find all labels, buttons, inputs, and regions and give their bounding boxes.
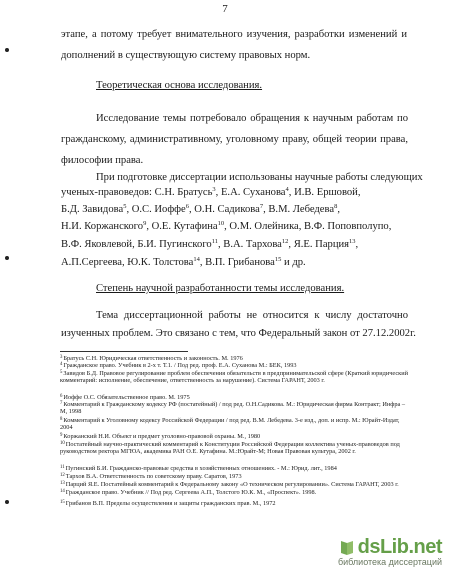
- footnote: [60, 400, 408, 416]
- footnote-text: Завидов Б.Д. Правовое регулирование проблем обеспечения обязательств в предпринимательской сфере (Краткий юридический комментарий: исполнение, обеспечение, ответственность за нарушение). Система ГАРАНТ, 2003 г.: [60, 370, 408, 385]
- footnote-text: Братусь С.Н. Юридическая ответственность и законность. М. 1976: [63, 355, 243, 362]
- paragraph-line: гражданскому, административному, уголовному праву, общей теории права,: [61, 134, 408, 145]
- paragraph-line: философии права.: [61, 155, 144, 166]
- paragraph-line: изученных проблем. Это связано с тем, что Федеральный закон от 27.12.2002г.: [61, 328, 416, 339]
- book-icon: [339, 539, 355, 557]
- scholar-text: , О.Е. Кутафина: [146, 221, 218, 232]
- footnote-ref: 4: [285, 186, 289, 193]
- scholars-line: [61, 238, 358, 251]
- footnote-ref: 3: [212, 186, 216, 193]
- footnote-ref: 15: [274, 256, 282, 263]
- scholar-text: Н.И. Коржанского: [61, 221, 144, 232]
- scholar-text: ученых-правоведов: С.Н. Братусь: [61, 187, 213, 198]
- scholar-text: , В.П. Грибанова: [199, 257, 275, 268]
- footnote-number: 14: [60, 489, 65, 494]
- footnote-text: Гражданское право. Учебник // Под ред. Сергеева А.П., Толстого Ю.К. М., «Проспект». 1998.: [65, 489, 317, 496]
- scholar-text: и др.: [281, 257, 306, 268]
- footnote-text: Грибанов В.П. Пределы осуществления и защиты гражданских прав. М., 1972: [65, 500, 276, 507]
- footnote-ref: 12: [281, 238, 289, 245]
- footnote-text: Парций Я.Е. Постатейный комментарий к Федеральному закону «О техническом регулировании». Система ГАРАНТ, 2003 г.: [65, 481, 399, 488]
- footnote: [60, 499, 408, 507]
- footnote-text: Тархов В.А. Ответственность по советскому праву. Саратов, 1973: [65, 473, 242, 480]
- paragraph-line: При подготовке диссертации использованы научные работы следующих: [96, 172, 423, 183]
- footnote-number: 11: [60, 465, 65, 470]
- scholar-text: В.Ф. Яковлевой, Б.И. Пугинского: [61, 239, 212, 250]
- footnote-ref: 5: [123, 203, 127, 210]
- footnote: [60, 440, 408, 456]
- footnote-text: Комментарий к Уголовному кодексу Российской Федерации / под ред. В.М. Лебедева. 3-е изд., доп. и испр. М.: Юрайт-Издат, 2004: [60, 417, 400, 432]
- margin-bullet-3: [5, 500, 9, 504]
- scholar-text: , О.М. Олейника, В.Ф. Поповполупо,: [224, 221, 392, 232]
- watermark-logo-text: dsLib.net: [357, 536, 442, 558]
- paragraph-line: дополнений в существующую систему правовых норм.: [61, 50, 311, 61]
- footnote-text: Иоффе О.С. Обязательственное право. М. 1975: [63, 394, 190, 401]
- paragraph-line: Тема диссертационной работы не относится к числу достаточно: [96, 310, 408, 321]
- footnote-text: Комментарий к Гражданскому кодексу РФ (постатейный) / под ред. О.Н.Садикова. М.: Юридическая фирма Контракт; Инфра – М, 1998: [60, 401, 406, 416]
- footnote-ref: 13: [349, 238, 356, 245]
- footnote: [60, 488, 408, 496]
- footnote-ref: 14: [193, 256, 200, 263]
- footnote-number: 10: [60, 441, 65, 446]
- scholar-text: , В.М. Лебедева: [263, 204, 335, 215]
- footnote-number: 15: [60, 500, 65, 505]
- footnote-number: 4: [60, 362, 63, 367]
- footnote-number: 13: [60, 481, 65, 486]
- scholar-text: , О.Н. Садикова: [188, 204, 260, 215]
- scholar-text: , И.В. Ершовой,: [288, 187, 361, 198]
- footnote-text: Коржанский Н.И. Объект и предмет уголовно-правовой охраны. М., 1980: [63, 433, 261, 440]
- footnote-text: Пугинский Б.И. Гражданско-правовые средства в хозяйственных отношениях. - М.: Юрид. лит., 1984: [65, 465, 337, 472]
- watermark-logo: [324, 536, 442, 559]
- footnote-ref: 11: [211, 238, 218, 245]
- scholars-line: [61, 203, 340, 216]
- footnote-number: 3: [60, 355, 63, 360]
- footnote-text: Постатейный научно-практический комментарий к Конституции Российской Федерации коллектива ученых-правоведов под руководством ректора МГЮА, академика РАН О.Е. Кутафина. М.:Юрайт-М; Новая Правовая культура, 2002 г.: [60, 441, 400, 456]
- footnote-number: 5: [60, 370, 63, 375]
- footnote-ref: 7: [259, 203, 264, 210]
- footnote-number: 12: [60, 473, 65, 478]
- footnote-number: 8: [60, 417, 63, 422]
- footnote-text: Гражданское право. Учебник в 2-х т. Т.1. / Под ред. проф. Е.А. Суханова М.: БЕК, 1993: [63, 362, 297, 369]
- scholars-line: [61, 220, 391, 233]
- footnote-number: 9: [60, 433, 63, 438]
- margin-bullet-2: [5, 256, 9, 260]
- footnote: [60, 416, 408, 432]
- scholar-text: ,: [355, 239, 359, 250]
- scholars-line: [61, 186, 361, 199]
- page-number: 7: [222, 3, 228, 15]
- scholar-text: А.П.Сергеева, Ю.К. Толстова: [61, 257, 194, 268]
- scholar-text: , Я.Е. Парция: [288, 239, 350, 250]
- section-heading-research-degree: Степень научной разработанности темы исследования.: [96, 283, 345, 294]
- footnote: [60, 369, 408, 385]
- scholar-text: , Е.А. Суханова: [215, 187, 286, 198]
- dslib-watermark: [324, 536, 442, 567]
- scholar-text: , В.А. Тархова: [217, 239, 282, 250]
- paragraph-line: этапе, а потому требует внимательного изучения, разработки изменений и: [61, 29, 407, 40]
- footnote-number: 7: [60, 401, 63, 406]
- watermark-subtitle: библиотека диссертаций: [337, 557, 442, 567]
- scholars-line: [61, 256, 306, 269]
- footnote-ref: 6: [185, 203, 189, 210]
- scholar-text: Б.Д. Завидова: [61, 204, 124, 215]
- footnote-ref: 10: [217, 220, 225, 227]
- margin-bullet-1: [5, 48, 9, 52]
- footnote-number: 6: [60, 394, 63, 399]
- scholar-text: ,: [337, 204, 340, 215]
- footnote-ref: 8: [334, 203, 338, 210]
- section-heading-theoretical-basis: Теоретическая основа исследования.: [96, 80, 263, 91]
- footnote-separator: [60, 351, 188, 352]
- scholar-text: , О.С. Иоффе: [126, 204, 186, 215]
- footnote-ref: 9: [143, 220, 147, 227]
- paragraph-line: Исследование темы потребовало обращения к научным работам по: [96, 113, 408, 124]
